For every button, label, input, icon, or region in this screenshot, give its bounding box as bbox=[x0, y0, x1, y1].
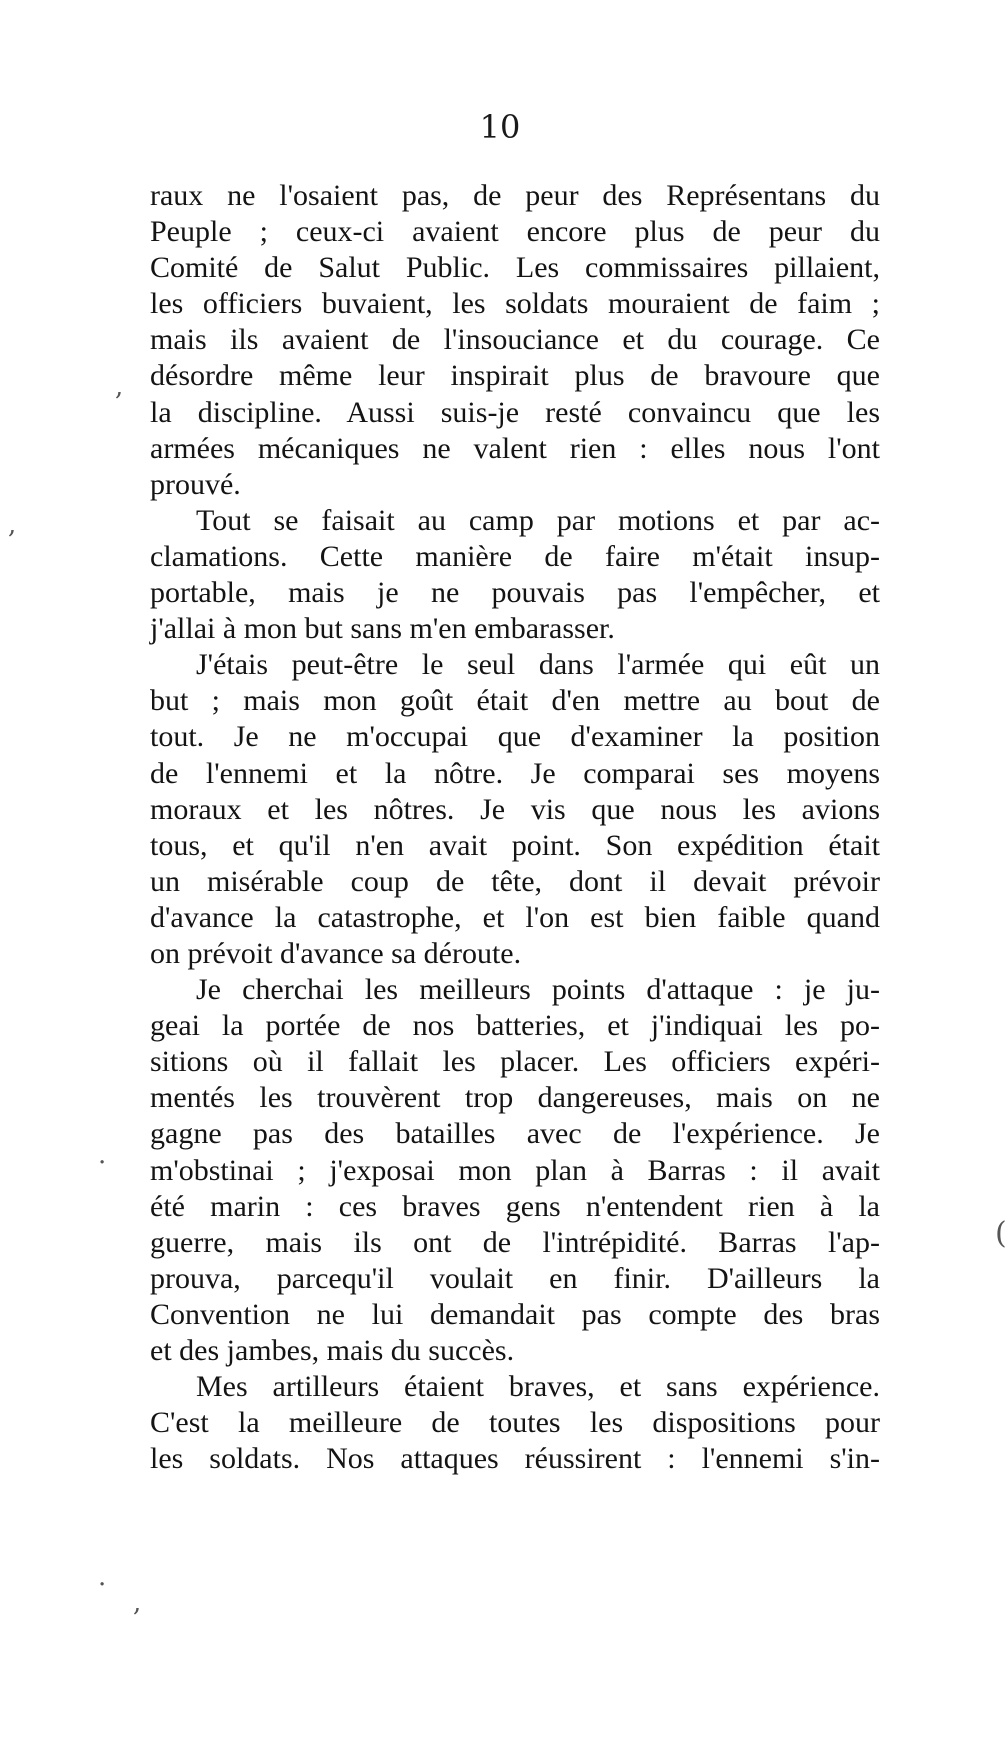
text-line: désordre même leur inspirait plus de bravoure que bbox=[150, 359, 880, 393]
margin-speck: , bbox=[133, 1588, 142, 1618]
text-line: guerre, mais ils ont de l'intrépidité. Barras l'ap- bbox=[150, 1225, 880, 1259]
text-line: Tout se faisait au camp par motions et par ac- bbox=[196, 503, 880, 537]
text-line: geai la portée de nos batteries, et j'indiquai les po- bbox=[150, 1009, 880, 1043]
text-line: Comité de Salut Public. Les commissaires pillaient, bbox=[150, 251, 880, 285]
text-line: Peuple ; ceux-ci avaient encore plus de peur du bbox=[150, 215, 880, 249]
text-line: et des jambes, mais du succès. bbox=[150, 1334, 515, 1367]
text-line: portable, mais je ne pouvais pas l'empêcher, et bbox=[150, 576, 880, 610]
text-line: d'avance la catastrophe, et l'on est bien faible quand bbox=[150, 900, 880, 934]
margin-speck: · bbox=[98, 1148, 107, 1178]
text-line: gagne pas des batailles avec de l'expérience. Je bbox=[150, 1117, 880, 1151]
text-line: J'étais peut-être le seul dans l'armée qui eût un bbox=[196, 648, 880, 682]
text-line: tout. Je ne m'occupai que d'examiner la position bbox=[150, 720, 880, 754]
text-line: on prévoit d'avance sa déroute. bbox=[150, 936, 522, 970]
text-line: Mes artilleurs étaient braves, et sans expérience. bbox=[196, 1370, 880, 1404]
text-line: tous, et qu'il n'en avait point. Son expédition était bbox=[150, 828, 880, 862]
text-line: j'allai à mon but sans m'en embarasser. bbox=[150, 612, 615, 646]
text-line: clamations. Cette manière de faire m'était insup- bbox=[150, 539, 880, 573]
text-line: mentés les trouvèrent trop dangereuses, mais on ne bbox=[150, 1081, 880, 1115]
text-line: m'obstinai ; j'exposai mon plan à Barras : il avait bbox=[150, 1153, 880, 1187]
text-line: but ; mais mon goût était d'en mettre au bout de bbox=[150, 684, 880, 718]
margin-speck: · bbox=[98, 1570, 107, 1600]
text-line: un misérable coup de tête, dont il devait prévoir bbox=[150, 864, 880, 898]
text-line: moraux et les nôtres. Je vis que nous les avions bbox=[150, 792, 880, 826]
text-line: armées mécaniques ne valent rien : elles nous l'ont bbox=[150, 431, 880, 465]
text-line: C'est la meilleure de toutes les dispositions pour bbox=[150, 1406, 880, 1440]
text-line: de l'ennemi et la nôtre. Je comparai ses moyens bbox=[150, 756, 880, 790]
text-line: Je cherchai les meilleurs points d'attaque : je ju- bbox=[196, 973, 880, 1007]
text-line: prouvé. bbox=[150, 467, 241, 501]
text-line: les soldats. Nos attaques réussirent : l'ennemi s'in- bbox=[150, 1442, 880, 1476]
text-line: mais ils avaient de l'insouciance et du courage. Ce bbox=[150, 323, 880, 357]
page-number: 10 bbox=[479, 108, 521, 146]
text-line: sitions où il fallait les placer. Les officiers expéri- bbox=[150, 1045, 880, 1079]
text-line: raux ne l'osaient pas, de peur des Représentans du bbox=[150, 179, 880, 212]
text-line: Convention ne lui demandait pas compte des bras bbox=[150, 1297, 880, 1331]
text-line: la discipline. Aussi suis-je resté convaincu que les bbox=[150, 395, 880, 429]
text-line: prouva, parcequ'il voulait en finir. D'ailleurs la bbox=[150, 1261, 880, 1295]
margin-speck: , bbox=[115, 372, 124, 402]
text-line: les officiers buvaient, les soldats mouraient de faim ; bbox=[150, 287, 880, 321]
body-text bbox=[150, 178, 880, 1477]
margin-speck: ( bbox=[995, 1216, 1007, 1251]
margin-speck: , bbox=[8, 510, 17, 540]
text-line: été marin : ces braves gens n'entendent rien à la bbox=[150, 1189, 880, 1223]
